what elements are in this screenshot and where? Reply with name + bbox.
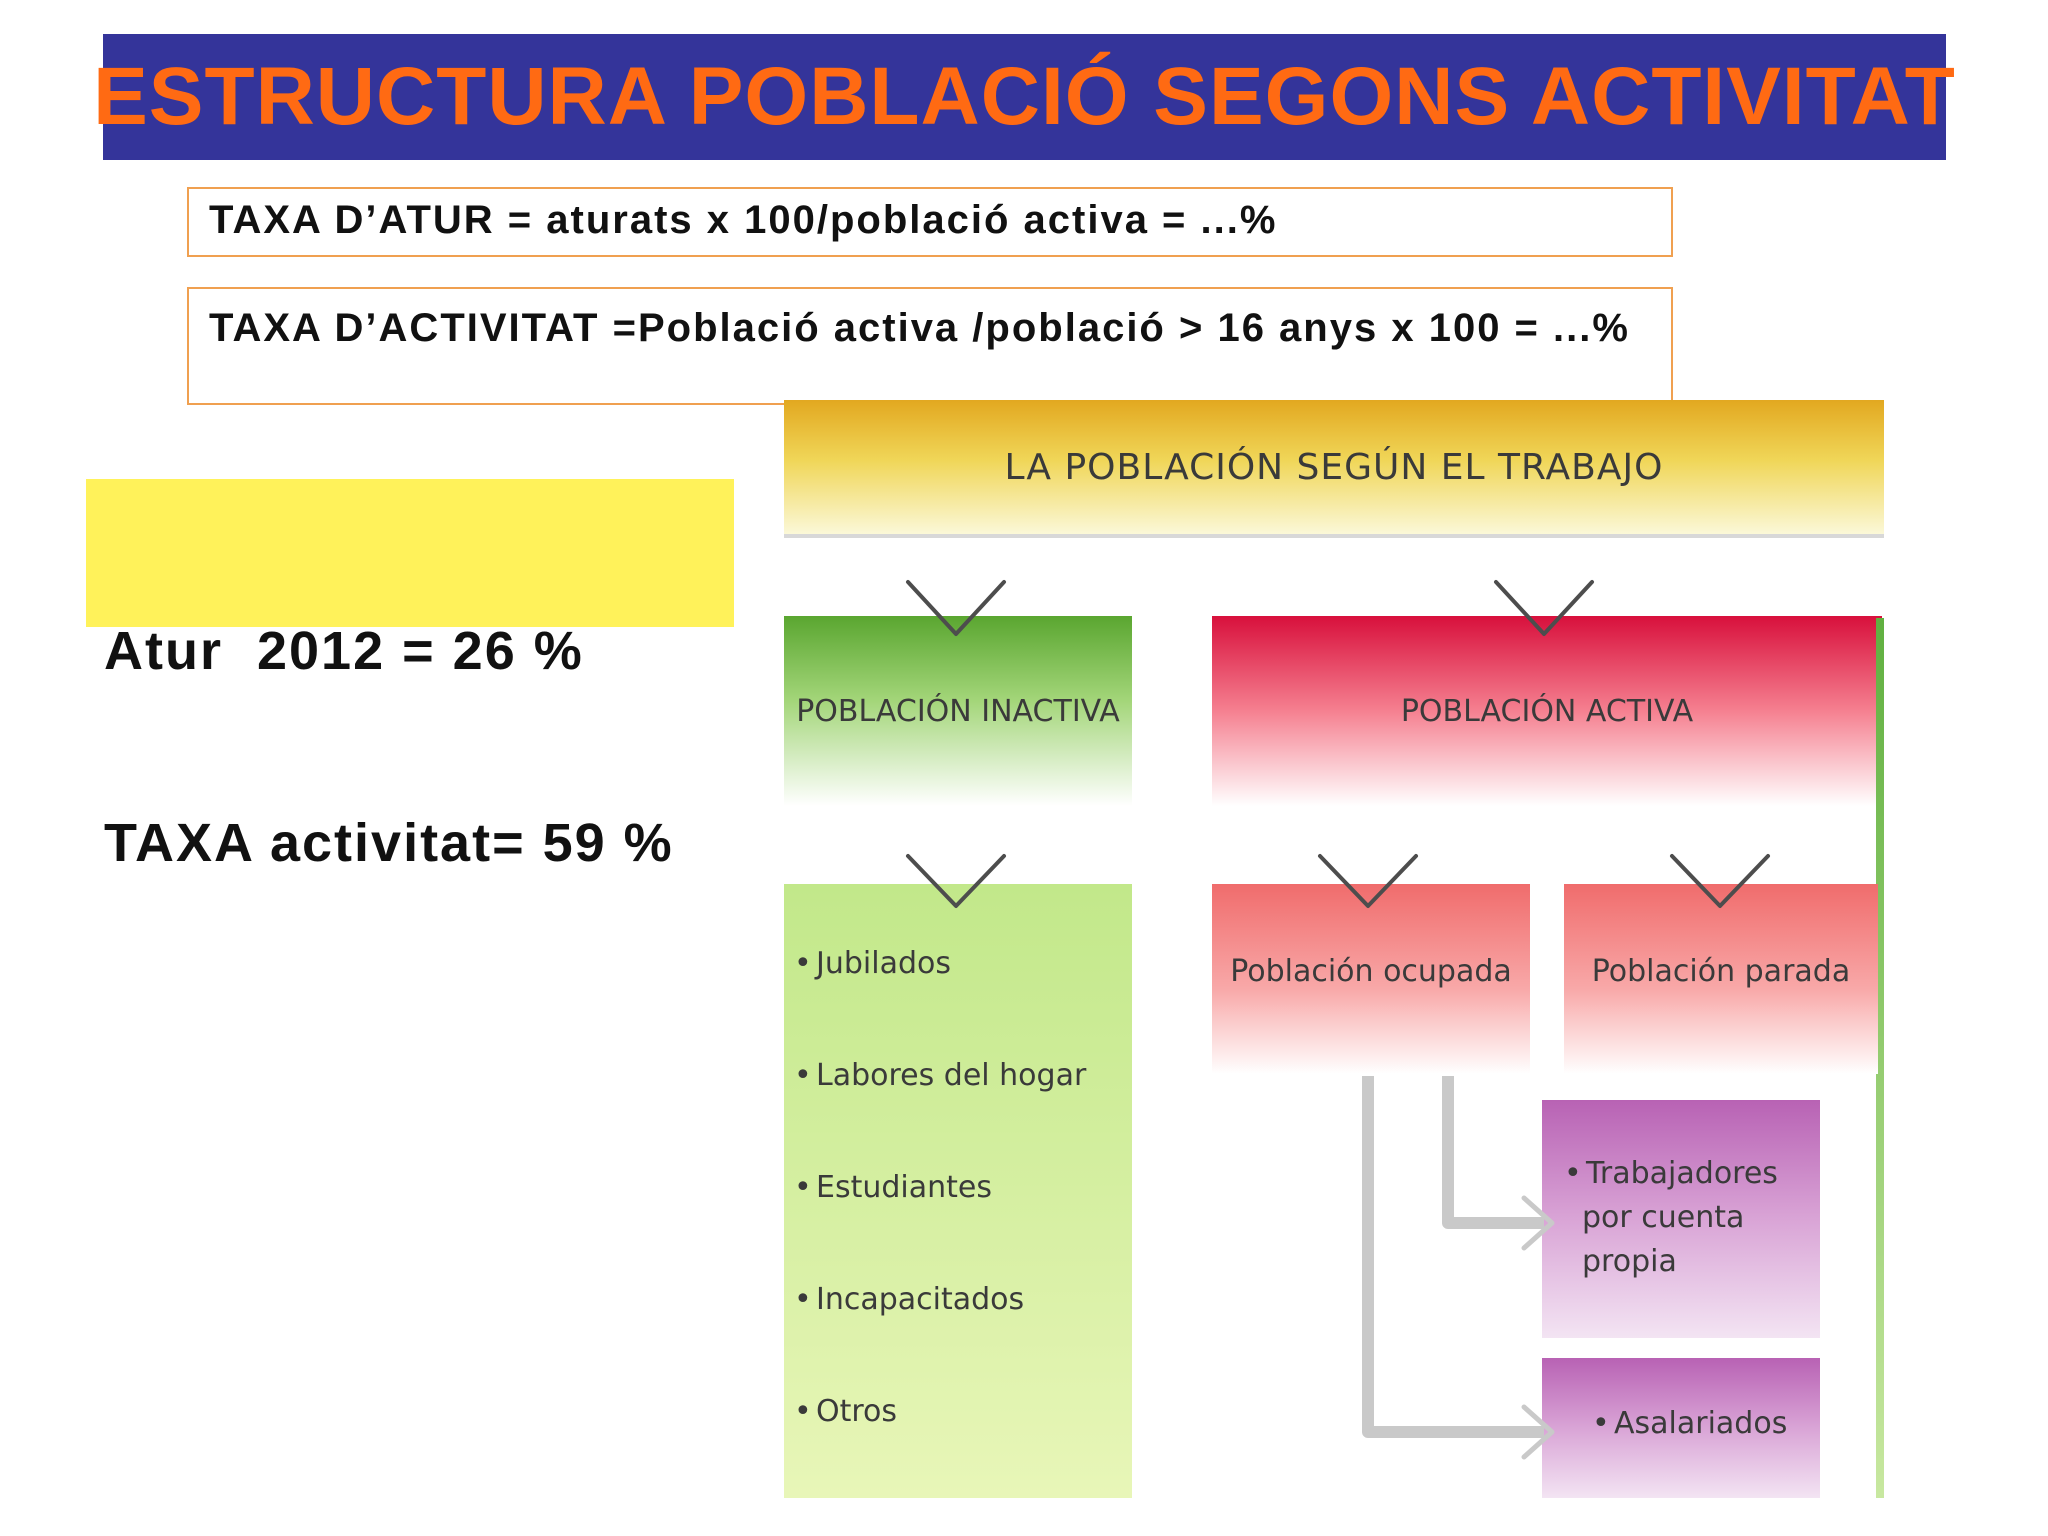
- list-item-labores: • Labores del hogar: [794, 1058, 1087, 1093]
- unemployed-population-box: Población parada: [1564, 884, 1878, 1074]
- population-diagram: [784, 398, 1884, 1502]
- self-employed-box: • Trabajadores por cuenta propia: [1542, 1100, 1820, 1338]
- page-title: ESTRUCTURA POBLACIÓ SEGONS ACTIVITAT: [93, 51, 1956, 142]
- chevron-down-icon: [908, 856, 1004, 906]
- employed-population-box: Población ocupada: [1212, 884, 1530, 1074]
- list-item-estudiantes: • Estudiantes: [794, 1170, 992, 1205]
- title-banner: [93, 34, 1956, 160]
- chevron-down-icon: [1320, 856, 1416, 906]
- stat-activitat: TAXA activitat= 59 %: [104, 813, 674, 873]
- salaried-box: • Asalariados: [1542, 1358, 1820, 1498]
- stat-atur: Atur 2012 = 26 %: [104, 621, 584, 681]
- chevron-down-icon: [1672, 856, 1768, 906]
- stats-highlight-box: [86, 479, 734, 873]
- active-population-box: POBLACIÓN ACTIVA: [1212, 616, 1882, 806]
- inactive-population-box: POBLACIÓN INACTIVA: [784, 616, 1132, 806]
- formula-taxa-atur: TAXA D’ATUR = aturats x 100/població activa = ...%: [187, 187, 1673, 257]
- diagram-connectors: [784, 398, 1884, 1502]
- list-item-incapacitados: • Incapacitados: [794, 1282, 1025, 1317]
- chevron-down-icon: [908, 582, 1004, 634]
- formula-taxa-activitat: TAXA D’ACTIVITAT =Població activa /població > 16 anys x 100 = ...%: [187, 287, 1673, 405]
- list-item-otros: • Otros: [794, 1394, 898, 1429]
- connector-line: [1368, 1076, 1544, 1432]
- chevron-down-icon: [1496, 582, 1592, 634]
- list-item-jubilados: • Jubilados: [794, 946, 951, 981]
- diagram-header: LA POBLACIÓN SEGÚN EL TRABAJO: [784, 400, 1884, 538]
